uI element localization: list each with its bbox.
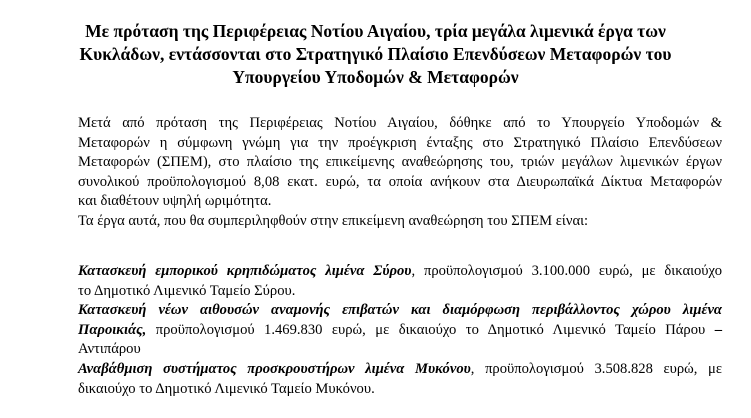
intro-line-1: Μετά από πρόταση της Περιφέρειας Νοτίου Αιγαίου, δόθηκε από το Υπουργείο Υποδομών & [78, 115, 722, 131]
project-paroikia-title-line-2: Παροικιάς, [78, 321, 147, 338]
project-paroikia-title-line-1: Κατασκευή νέων αιθουσών αναμονής επιβατών και διαμόρφωση περιβάλλοντος χώρου λιμένα [78, 302, 722, 319]
intro-line-4: συνολικού προϋπολογισμού 8,08 εκατ. ευρώ, τα οποία ανήκουν στα Διευρωπαϊκά Δίκτυα Μεταφορών [78, 173, 722, 190]
projects-list [78, 262, 722, 399]
intro-paragraph [78, 114, 722, 232]
project-mykonos-line-1 [78, 360, 722, 380]
project-syros-beneficiary: το Δημοτικό Λιμενικό Ταμείο Σύρου. [78, 282, 296, 299]
intro-line-6: Τα έργα αυτά, που θα συμπεριληφθούν στην επικείμενη αναθεώρηση του ΣΠΕΜ είναι: [78, 212, 589, 229]
headline-line-1: Με πρόταση της Περιφέρειας Νοτίου Αιγαίου, τρία μεγάλα λιμενικά έργα των [85, 21, 666, 41]
project-paroikia-budget: προϋπολογισμού 1.469.830 ευρώ, με δικαιούχο το Δημοτικό Λιμενικό Ταμείο Πάρου [146, 321, 715, 338]
project-paroikia-line-2 [78, 321, 722, 341]
project-mykonos-beneficiary: δικαιούχο το Δημοτικό Λιμενικό Ταμείο Μυκόνου. [78, 380, 375, 397]
project-mykonos-budget: , προϋπολογισμού 3.508.828 ευρώ, με [470, 360, 722, 377]
project-item-paroikia [78, 301, 722, 360]
project-paroikia-dash: – [714, 321, 722, 338]
project-syros-budget: , προϋπολογισμού 3.100.000 ευρώ, με δικαιούχο [411, 263, 722, 279]
intro-line-3: Μεταφορών (ΣΠΕΜ), στο πλαίσιο της επικείμενης αναθεώρησης του, τριών μεγάλων λιμενικών έργων [78, 154, 722, 171]
project-paroikia-beneficiary-end: Αντιπάρου [78, 341, 141, 358]
headline-line-3: Υπουργείου Υποδομών & Μεταφορών [232, 67, 519, 87]
project-syros-line-1 [78, 262, 722, 282]
project-item-syros [78, 262, 722, 301]
intro-line-2: Μεταφορών η σύμφωνη γνώμη για την προέγκριση ένταξης στο Στρατηγικό Πλαίσιο Επενδύσεων [78, 134, 722, 151]
project-item-mykonos [78, 360, 722, 399]
project-syros-title: Κατασκευή εμπορικού κρηπιδώματος λιμένα Σύρου [78, 263, 412, 279]
intro-line-5: και διαθέτουν υψηλή ωριμότητα. [78, 193, 272, 210]
headline-line-2: Κυκλάδων, εντάσσονται στο Στρατηγικό Πλαίσιο Επενδύσεων Μεταφορών του [79, 44, 672, 64]
project-mykonos-title: Αναβάθμιση συστήματος προσκρουστήρων λιμένα Μυκόνου [78, 360, 471, 377]
headline [40, 20, 711, 89]
